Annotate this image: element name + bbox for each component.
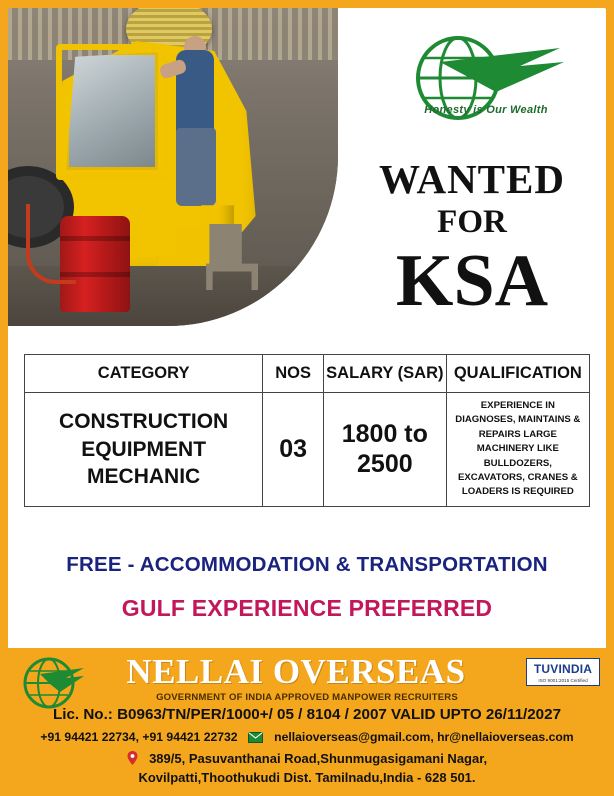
cell-qualification: EXPERIENCE IN DIAGNOSES, MAINTAINS & REPAIRS LARGE MACHINERY LIKE BULLDOZERS, EXCAVATORS, CRANES & LOADERS IS REQUIRED [446,393,589,507]
address-line-1 [0,751,614,766]
cell-category: CONSTRUCTION EQUIPMENT MECHANIC [25,393,263,507]
company-name: NELLAI OVERSEAS [126,652,466,691]
benefit-free-line: FREE - ACCOMMODATION & TRANSPORTATION [66,553,548,576]
logo-tagline: Honesty is Our Wealth [424,104,548,116]
photo-hose [26,204,76,284]
globe-logo-icon [400,22,570,142]
photo-worker-legs [176,128,216,206]
headline-for: FOR [437,204,507,241]
footer-panel [0,648,614,796]
phone-numbers: +91 94421 22734, +91 94421 22732 [40,730,238,744]
address-text-1: 389/5, Pasuvanthanai Road,Shunmugasigamani Nagar, [149,751,488,766]
location-pin-icon [127,751,138,765]
email-addresses: nellaioverseas@gmail.com, hr@nellaioverseas.com [274,730,574,744]
column-header-category: CATEGORY [25,355,263,393]
table-row [25,393,590,507]
certification-badge [526,658,600,686]
table-header-row [25,355,590,393]
worksite-photo [8,8,338,326]
footer-globe-icon [18,654,84,714]
license-line: Lic. No.: B0963/TN/PER/1000+/ 05 / 8104 / 2007 VALID UPTO 26/11/2027 [52,706,562,723]
photo-cab-frame [56,44,168,180]
cell-salary: 1800 to 2500 [323,393,446,507]
column-header-qualification: QUALIFICATION [446,355,589,393]
benefit-gulf-line: GULF EXPERIENCE PREFERRED [121,595,493,621]
headline-block [338,156,606,322]
certification-badge-sub: ISO 9001:2015 Certified [538,678,588,683]
cell-nos: 03 [263,393,324,507]
headline-wanted: WANTED [379,156,565,202]
vacancy-table [24,354,590,507]
certification-badge-label: TUVINDIA [533,662,593,676]
contact-line [0,730,614,744]
email-icon [248,732,263,743]
government-approval-line: GOVERNMENT OF INDIA APPROVED MANPOWER RECRUITERS [156,692,458,703]
poster-main-panel [8,8,606,648]
column-header-salary: SALARY (SAR) [323,355,446,393]
headline-country: KSA [395,239,549,322]
column-header-nos: NOS [263,355,324,393]
address-line-2: Kovilpatti,Thoothukudi Dist. Tamilnadu,India - 628 501. [138,770,476,785]
